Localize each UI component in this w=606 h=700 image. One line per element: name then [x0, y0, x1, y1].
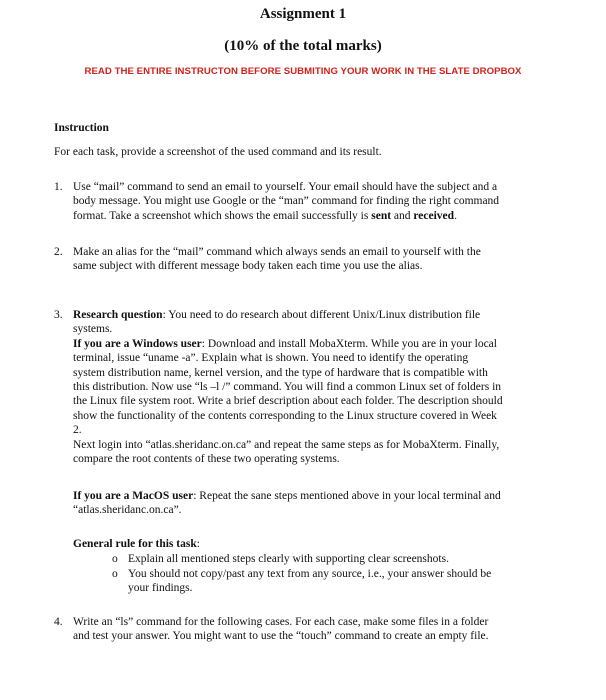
- windows-user-label: If you are a Windows user: [73, 337, 202, 350]
- item-1-line-last: [73, 209, 543, 223]
- windows-line: the Linux file system root. Write a brief description about each folder. The description should: [73, 395, 503, 408]
- bullet-item-line: You should not copy/past any text from any source, i.e., your answer should be: [128, 568, 492, 580]
- general-rule-colon: :: [196, 538, 200, 550]
- general-rule-label: General rule for this task: [73, 538, 197, 550]
- item-2-text: [73, 245, 543, 274]
- macos-user-line: [73, 489, 543, 503]
- macos-user-text: : Repeat the sane steps mentioned above in your local terminal and: [193, 490, 501, 502]
- windows-line: system distribution name, kernel version, and the type of hardware that is compatible with: [73, 366, 488, 379]
- document-subtitle: (10% of the total marks): [224, 38, 382, 54]
- research-question-line: [73, 308, 543, 322]
- item-1-line: body message. You might use Google or the “man” command for finding the right command: [73, 195, 500, 208]
- item-2-line: same subject with different message body taken each time you use the alias.: [73, 260, 423, 273]
- item-3-text: [73, 308, 543, 466]
- windows-line: compare the root contents of these two operating systems.: [73, 453, 340, 466]
- bullet-item: [128, 567, 530, 596]
- bullet-item: Explain all mentioned steps clearly with supporting clear screenshots.: [128, 553, 449, 565]
- macos-line-2: “atlas.sheridanc.on.ca”.: [73, 504, 182, 517]
- sent-emphasis: sent: [371, 209, 392, 222]
- item-4-number: 4.: [54, 616, 63, 628]
- item-2-line: Make an alias for the “mail” command which always sends an email to yourself with the: [73, 246, 481, 258]
- research-question-label: Research question: [73, 309, 163, 321]
- document-title: Assignment 1: [259, 6, 347, 22]
- general-rule-heading: [73, 537, 543, 551]
- warning-banner: READ THE ENTIRE INSTRUCTON BEFORE SUBMITING YOUR WORK IN THE SLATE DROPBOX: [84, 66, 522, 77]
- windows-line: this distribution. Now use “ls –l /” command. You will find a common Linux set of folders in: [73, 381, 502, 394]
- item-1-number: 1.: [54, 181, 63, 193]
- bullet-marker: o: [112, 553, 118, 565]
- windows-user-line: [73, 337, 543, 351]
- item-1-line: Use “mail” command to send an email to yourself. Your email should have the subject and a: [73, 181, 498, 193]
- item-4-line: Write an “ls” command for the following cases. For each case, make some files in a folder: [73, 616, 489, 628]
- item-1-line: format. Take a screenshot which shows the email successfully is: [73, 209, 372, 222]
- windows-line: show the functionality of the contents corresponding to the Linux structure covered in Week: [73, 409, 497, 422]
- and-text: and: [391, 209, 414, 222]
- item-2-number: 2.: [54, 246, 63, 258]
- windows-user-text: : Download and install MobaXterm. While you are in your local: [201, 337, 497, 350]
- period: .: [454, 209, 457, 222]
- instruction-heading: Instruction: [54, 122, 109, 134]
- research-question-text: : You need to do research about different Unix/Linux distribution file: [162, 309, 481, 321]
- received-emphasis: received: [413, 209, 455, 222]
- bullet-item-line: your findings.: [128, 582, 193, 595]
- windows-line: terminal, issue “uname -a”. Explain what is shown. You need to identify the operating: [73, 352, 469, 365]
- windows-line: Next login into “atlas.sheridanc.on.ca” and repeat the same steps as for MobaXterm. Finally,: [73, 438, 500, 451]
- item-4-text: [73, 615, 543, 644]
- windows-line: 2.: [73, 424, 82, 437]
- macos-user-label: If you are a MacOS user: [73, 490, 194, 502]
- instruction-text: For each task, provide a screenshot of the used command and its result.: [54, 146, 382, 158]
- item-3-number: 3.: [54, 309, 63, 321]
- research-question-line-2: systems.: [73, 323, 113, 336]
- item-4-line: and test your answer. You might want to use the “touch” command to create an empty file.: [73, 630, 489, 643]
- item-1-text: [73, 180, 543, 223]
- bullet-marker: o: [112, 568, 118, 580]
- macos-block: [73, 489, 543, 518]
